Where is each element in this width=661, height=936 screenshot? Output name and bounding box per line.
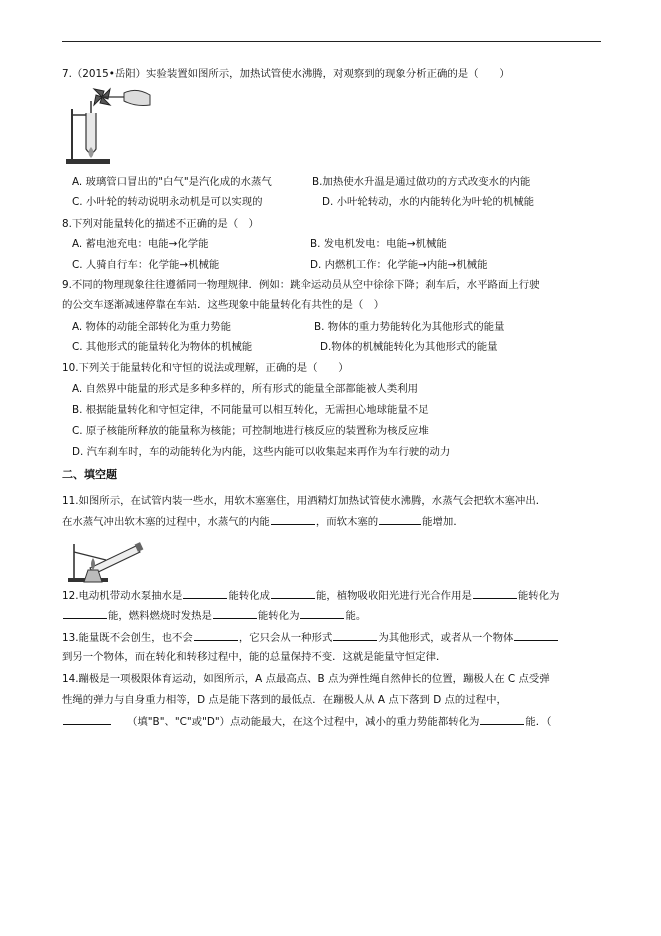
q11-blank-1[interactable] xyxy=(271,514,315,525)
q8-option-d: D. 内燃机工作：化学能→内能→机械能 xyxy=(310,259,488,271)
q9-option-c: C. 其他形式的能量转化为物体的机械能 xyxy=(72,341,253,353)
q9-option-d: D.物体的机械能转化为其他形式的能量 xyxy=(320,341,498,353)
q12-line2 xyxy=(62,608,366,623)
q13-blank-2[interactable] xyxy=(333,630,377,641)
q13-blank-3[interactable] xyxy=(514,630,558,641)
q12-text-f: 能转化为 xyxy=(257,610,300,622)
q7-stem: 7.（2015•岳阳）实验装置如图所示，加热试管使水沸腾，对观察到的现象分析正确的是（ ） xyxy=(62,68,510,80)
q10-option-d: D. 汽车刹车时，车的动能转化为内能，这些内能可以收集起来再作为车行驶的动力 xyxy=(72,446,451,458)
q11-stem-line1: 11.如图所示，在试管内装一些水，用软木塞塞住，用酒精灯加热试管使水沸腾，水蒸气会把软木塞冲出． xyxy=(62,495,547,507)
q12-text-d: 能转化为 xyxy=(517,590,560,602)
q10-option-b: B. 根据能量转化和守恒定律，不同能量可以相互转化，无需担心地球能量不足 xyxy=(72,404,429,416)
q11-stem-line2 xyxy=(62,514,464,529)
q12-text-a: 12.电动机带动水泵抽水是 xyxy=(62,590,183,602)
q14-text-a: （填"B"、"C"或"D"）点动能最大，在这个过程中，减小的重力势能都转化为 xyxy=(127,716,480,728)
q10-option-c: C. 原子核能所释放的能量称为核能；可控制地进行核反应的装置称为核反应堆 xyxy=(72,425,429,437)
q12-text-c: 能，植物吸收阳光进行光合作用是 xyxy=(316,590,472,602)
q12-blank-4[interactable] xyxy=(63,608,107,619)
header-rule xyxy=(62,41,601,42)
q14-line1: 14.蹦极是一项极限体育运动，如图所示，A 点最高点、B 点为弹性绳自然伸长的位置，蹦极人在 C 点受弹 xyxy=(62,673,550,685)
q14-line3 xyxy=(62,714,551,729)
q7-option-d: D. 小叶轮转动，水的内能转化为叶轮的机械能 xyxy=(322,196,535,208)
q11-text-a: 在水蒸气冲出软木塞的过程中，水蒸气的内能 xyxy=(62,516,270,528)
q11-blank-2[interactable] xyxy=(379,514,421,525)
q9-option-a: A. 物体的动能全部转化为重力势能 xyxy=(72,321,231,333)
q7-option-a: A. 玻璃管口冒出的"白气"是汽化成的水蒸气 xyxy=(72,176,272,188)
q8-option-c: C. 人骑自行车：化学能→机械能 xyxy=(72,259,220,271)
q14-line2: 性绳的弹力与自身重力相等，D 点是能下落到的最低点．在蹦极人从 A 点下落到 D 点的过程中， xyxy=(62,694,507,706)
q9-option-b: B. 物体的重力势能转化为其他形式的能量 xyxy=(314,321,505,333)
q9-stem-line2: 的公交车逐渐减速停靠在车站．这些现象中能量转化有共性的是（ ） xyxy=(62,299,385,311)
q11-text-c: 能增加． xyxy=(422,516,464,528)
q12-blank-6[interactable] xyxy=(300,608,344,619)
q13-line2: 到另一个物体，而在转化和转移过程中，能的总量保持不变．这就是能量守恒定律． xyxy=(62,651,447,663)
q13-text-c: 为其他形式，或者从一个物体 xyxy=(378,632,514,644)
q7-option-b: B.加热使水升温是通过做功的方式改变水的内能 xyxy=(312,176,531,188)
q12-text-g: 能。 xyxy=(345,610,367,622)
q9-stem-line1: 9.不同的物理现象往往遵循同一物理规律．例如：跳伞运动员从空中徐徐下降；刹车后，水平路面上行驶 xyxy=(62,279,540,291)
q14-text-b: 能．（ xyxy=(525,716,552,728)
q13-text-a: 13.能量既不会创生，也不会 xyxy=(62,632,193,644)
q12-blank-2[interactable] xyxy=(271,588,315,599)
q11-text-b: ，而软木塞的 xyxy=(315,516,379,528)
q8-option-a: A. 蓄电池充电：电能→化学能 xyxy=(72,238,209,250)
q13-blank-1[interactable] xyxy=(194,630,238,641)
q14-blank-1[interactable] xyxy=(63,714,111,725)
q13-line1 xyxy=(62,630,559,645)
q11-test-tube-figure xyxy=(66,538,154,584)
q12-blank-1[interactable] xyxy=(183,588,227,599)
q10-stem: 10.下列关于能量转化和守恒的说法或理解，正确的是（ ） xyxy=(62,362,349,374)
q12-blank-5[interactable] xyxy=(213,608,257,619)
q12-text-e: 能，燃料燃烧时发热是 xyxy=(108,610,212,622)
q8-option-b: B. 发电机发电：电能→机械能 xyxy=(310,238,447,250)
q10-option-a: A. 自然界中能量的形式是多种多样的，所有形式的能量全部都能被人类利用 xyxy=(72,383,419,395)
q12-blank-3[interactable] xyxy=(473,588,517,599)
section-title-fill-in: 二、填空题 xyxy=(62,468,117,481)
q14-blank-2[interactable] xyxy=(480,714,524,725)
q12-text-b: 能转化成 xyxy=(228,590,270,602)
q7-option-c: C. 小叶轮的转动说明永动机是可以实现的 xyxy=(72,196,263,208)
q7-apparatus-figure xyxy=(64,85,156,167)
q12-line1 xyxy=(62,588,559,603)
q8-stem: 8.下列对能量转化的描述不正确的是（ ） xyxy=(62,218,259,230)
q13-text-b: ，它只会从一种形式 xyxy=(238,632,333,644)
